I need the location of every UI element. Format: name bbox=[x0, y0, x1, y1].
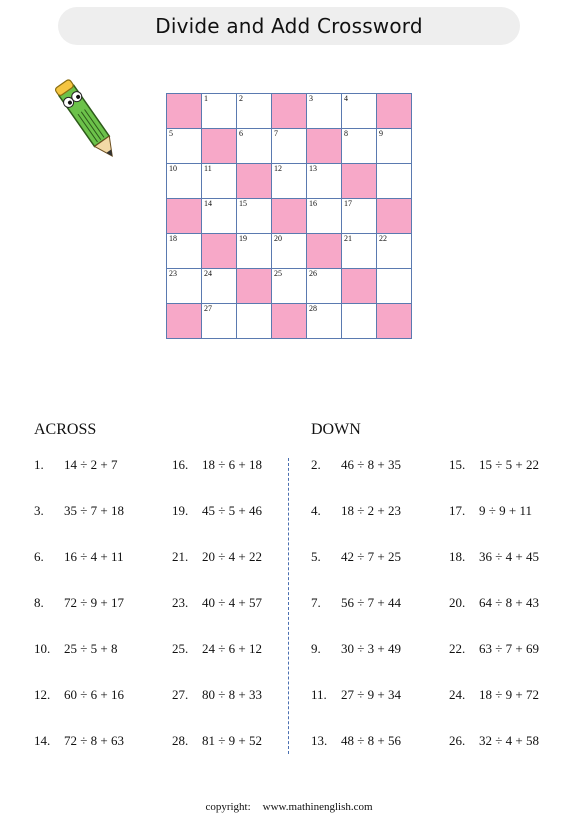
grid-cell[interactable] bbox=[202, 164, 237, 199]
clue-expression: 72 ÷ 9 + 17 bbox=[64, 595, 124, 610]
grid-cell[interactable] bbox=[237, 129, 272, 164]
grid-cell[interactable] bbox=[307, 94, 342, 129]
clue-expression: 18 ÷ 2 + 23 bbox=[341, 503, 401, 518]
clue-number: 25. bbox=[172, 641, 189, 656]
clue-item bbox=[172, 457, 262, 473]
grid-cell[interactable] bbox=[202, 199, 237, 234]
clue-expression: 42 ÷ 7 + 25 bbox=[341, 549, 401, 564]
clue-expression: 20 ÷ 4 + 22 bbox=[202, 549, 262, 564]
clue-expression: 60 ÷ 6 + 16 bbox=[64, 687, 124, 702]
clue-expression: 36 ÷ 4 + 45 bbox=[479, 549, 539, 564]
clue-number: 9. bbox=[311, 641, 321, 656]
clue-item bbox=[172, 595, 262, 611]
clue-expression: 46 ÷ 8 + 35 bbox=[341, 457, 401, 472]
cell-number: 22 bbox=[379, 234, 387, 243]
clue-item bbox=[172, 687, 262, 703]
cell-number: 7 bbox=[274, 129, 278, 138]
clue-number: 11. bbox=[311, 687, 327, 702]
grid-cell[interactable] bbox=[272, 129, 307, 164]
grid-cell[interactable] bbox=[342, 129, 377, 164]
clue-number: 13. bbox=[311, 733, 328, 748]
cell-number: 3 bbox=[309, 94, 313, 103]
shaded-cell bbox=[167, 304, 202, 339]
grid-cell[interactable] bbox=[167, 164, 202, 199]
clue-number: 6. bbox=[34, 549, 44, 564]
clue-number: 4. bbox=[311, 503, 321, 518]
shaded-cell bbox=[272, 94, 307, 129]
clue-number: 2. bbox=[311, 457, 321, 472]
clue-number: 24. bbox=[449, 687, 466, 702]
clue-expression: 32 ÷ 4 + 58 bbox=[479, 733, 539, 748]
clue-item bbox=[34, 733, 124, 749]
clue-expression: 14 ÷ 2 + 7 bbox=[64, 457, 118, 472]
grid-cell[interactable] bbox=[342, 304, 377, 339]
cell-number: 8 bbox=[344, 129, 348, 138]
clue-item bbox=[34, 503, 124, 519]
grid-cell[interactable] bbox=[377, 164, 412, 199]
cell-number: 28 bbox=[309, 304, 317, 313]
cell-number: 2 bbox=[239, 94, 243, 103]
clue-item bbox=[311, 641, 401, 657]
clue-expression: 15 ÷ 5 + 22 bbox=[479, 457, 539, 472]
clue-expression: 81 ÷ 9 + 52 bbox=[202, 733, 262, 748]
clue-expression: 48 ÷ 8 + 56 bbox=[341, 733, 401, 748]
cell-number: 25 bbox=[274, 269, 282, 278]
grid-cell[interactable] bbox=[237, 234, 272, 269]
clue-item bbox=[172, 503, 262, 519]
grid-cell[interactable] bbox=[237, 199, 272, 234]
cell-number: 14 bbox=[204, 199, 212, 208]
clue-number: 16. bbox=[172, 457, 189, 472]
shaded-cell bbox=[342, 164, 377, 199]
grid-cell[interactable] bbox=[342, 234, 377, 269]
crossword-grid bbox=[166, 93, 412, 339]
clue-item bbox=[449, 641, 539, 657]
clue-item bbox=[311, 595, 401, 611]
clue-expression: 56 ÷ 7 + 44 bbox=[341, 595, 401, 610]
grid-cell[interactable] bbox=[307, 304, 342, 339]
grid-cell[interactable] bbox=[202, 269, 237, 304]
clue-item bbox=[172, 641, 262, 657]
clue-number: 27. bbox=[172, 687, 189, 702]
clue-expression: 40 ÷ 4 + 57 bbox=[202, 595, 262, 610]
cell-number: 18 bbox=[169, 234, 177, 243]
grid-cell[interactable] bbox=[307, 164, 342, 199]
clue-number: 12. bbox=[34, 687, 51, 702]
cell-number: 20 bbox=[274, 234, 282, 243]
clue-number: 17. bbox=[449, 503, 466, 518]
cell-number: 13 bbox=[309, 164, 317, 173]
cell-number: 4 bbox=[344, 94, 348, 103]
copyright-label: copyright: bbox=[205, 801, 251, 813]
shaded-cell bbox=[377, 304, 412, 339]
shaded-cell bbox=[167, 199, 202, 234]
clue-number: 23. bbox=[172, 595, 189, 610]
clue-expression: 18 ÷ 6 + 18 bbox=[202, 457, 262, 472]
clue-item bbox=[449, 687, 539, 703]
clue-item bbox=[311, 503, 401, 519]
grid-cell[interactable] bbox=[237, 304, 272, 339]
clue-item bbox=[449, 595, 539, 611]
shaded-cell bbox=[377, 199, 412, 234]
clue-item bbox=[449, 733, 539, 749]
cell-number: 10 bbox=[169, 164, 177, 173]
grid-cell[interactable] bbox=[272, 234, 307, 269]
clue-number: 7. bbox=[311, 595, 321, 610]
clue-item bbox=[172, 733, 262, 749]
clue-expression: 25 ÷ 5 + 8 bbox=[64, 641, 118, 656]
clue-expression: 63 ÷ 7 + 69 bbox=[479, 641, 539, 656]
clue-item bbox=[34, 457, 117, 473]
shaded-cell bbox=[307, 234, 342, 269]
shaded-cell bbox=[202, 129, 237, 164]
shaded-cell bbox=[167, 94, 202, 129]
clue-number: 8. bbox=[34, 595, 44, 610]
footer bbox=[0, 801, 578, 813]
clue-expression: 24 ÷ 6 + 12 bbox=[202, 641, 262, 656]
shaded-cell bbox=[272, 199, 307, 234]
clue-number: 28. bbox=[172, 733, 189, 748]
grid-cell[interactable] bbox=[342, 199, 377, 234]
column-divider bbox=[288, 458, 289, 754]
clue-number: 21. bbox=[172, 549, 189, 564]
clue-expression: 35 ÷ 7 + 18 bbox=[64, 503, 124, 518]
cell-number: 1 bbox=[204, 94, 208, 103]
clue-item bbox=[34, 595, 124, 611]
clue-expression: 64 ÷ 8 + 43 bbox=[479, 595, 539, 610]
clue-number: 26. bbox=[449, 733, 466, 748]
grid-cell[interactable] bbox=[307, 269, 342, 304]
clue-number: 1. bbox=[34, 457, 44, 472]
cell-number: 12 bbox=[274, 164, 282, 173]
shaded-cell bbox=[202, 234, 237, 269]
shaded-cell bbox=[237, 269, 272, 304]
across-heading: ACROSS bbox=[34, 421, 97, 438]
clue-item bbox=[311, 457, 401, 473]
page-title: Divide and Add Crossword bbox=[155, 14, 423, 38]
clue-number: 5. bbox=[311, 549, 321, 564]
title-bar bbox=[58, 7, 520, 45]
shaded-cell bbox=[272, 304, 307, 339]
clue-number: 19. bbox=[172, 503, 189, 518]
clue-item bbox=[172, 549, 262, 565]
grid-cell[interactable] bbox=[272, 164, 307, 199]
shaded-cell bbox=[307, 129, 342, 164]
clue-expression: 72 ÷ 8 + 63 bbox=[64, 733, 124, 748]
cell-number: 11 bbox=[204, 164, 212, 173]
clue-expression: 16 ÷ 4 + 11 bbox=[64, 549, 124, 564]
clue-number: 22. bbox=[449, 641, 466, 656]
grid-cell[interactable] bbox=[167, 129, 202, 164]
cell-number: 27 bbox=[204, 304, 212, 313]
grid-cell[interactable] bbox=[202, 304, 237, 339]
grid-cell[interactable] bbox=[377, 129, 412, 164]
cell-number: 6 bbox=[239, 129, 243, 138]
grid-cell[interactable] bbox=[167, 234, 202, 269]
clue-expression: 18 ÷ 9 + 72 bbox=[479, 687, 539, 702]
clue-item bbox=[449, 457, 539, 473]
clue-item bbox=[34, 687, 124, 703]
clue-number: 18. bbox=[449, 549, 466, 564]
cell-number: 5 bbox=[169, 129, 173, 138]
shaded-cell bbox=[342, 269, 377, 304]
cell-number: 26 bbox=[309, 269, 317, 278]
shaded-cell bbox=[377, 94, 412, 129]
clue-expression: 80 ÷ 8 + 33 bbox=[202, 687, 262, 702]
cell-number: 21 bbox=[344, 234, 352, 243]
clue-item bbox=[449, 549, 539, 565]
clue-item bbox=[311, 733, 401, 749]
clue-item bbox=[311, 687, 401, 703]
clue-item bbox=[449, 503, 532, 519]
copyright-site: www.mathinenglish.com bbox=[262, 801, 373, 813]
clue-expression: 27 ÷ 9 + 34 bbox=[341, 687, 401, 702]
down-heading: DOWN bbox=[311, 421, 361, 438]
grid-cell[interactable] bbox=[307, 199, 342, 234]
clue-expression: 9 ÷ 9 + 11 bbox=[479, 503, 532, 518]
clue-number: 3. bbox=[34, 503, 44, 518]
cell-number: 23 bbox=[169, 269, 177, 278]
grid-cell[interactable] bbox=[377, 269, 412, 304]
grid-cell[interactable] bbox=[167, 269, 202, 304]
clue-number: 15. bbox=[449, 457, 466, 472]
shaded-cell bbox=[237, 164, 272, 199]
grid-cell[interactable] bbox=[202, 94, 237, 129]
grid-cell[interactable] bbox=[377, 234, 412, 269]
clue-item bbox=[34, 549, 123, 565]
cell-number: 15 bbox=[239, 199, 247, 208]
clue-number: 20. bbox=[449, 595, 466, 610]
grid-cell[interactable] bbox=[272, 269, 307, 304]
clue-expression: 30 ÷ 3 + 49 bbox=[341, 641, 401, 656]
clue-item bbox=[311, 549, 401, 565]
clue-item bbox=[34, 641, 117, 657]
grid-cell[interactable] bbox=[342, 94, 377, 129]
pencil-icon bbox=[52, 70, 122, 170]
cell-number: 17 bbox=[344, 199, 352, 208]
cell-number: 9 bbox=[379, 129, 383, 138]
clue-number: 10. bbox=[34, 641, 51, 656]
cell-number: 19 bbox=[239, 234, 247, 243]
grid-cell[interactable] bbox=[237, 94, 272, 129]
clue-expression: 45 ÷ 5 + 46 bbox=[202, 503, 262, 518]
cell-number: 16 bbox=[309, 199, 317, 208]
cell-number: 24 bbox=[204, 269, 212, 278]
clue-number: 14. bbox=[34, 733, 51, 748]
